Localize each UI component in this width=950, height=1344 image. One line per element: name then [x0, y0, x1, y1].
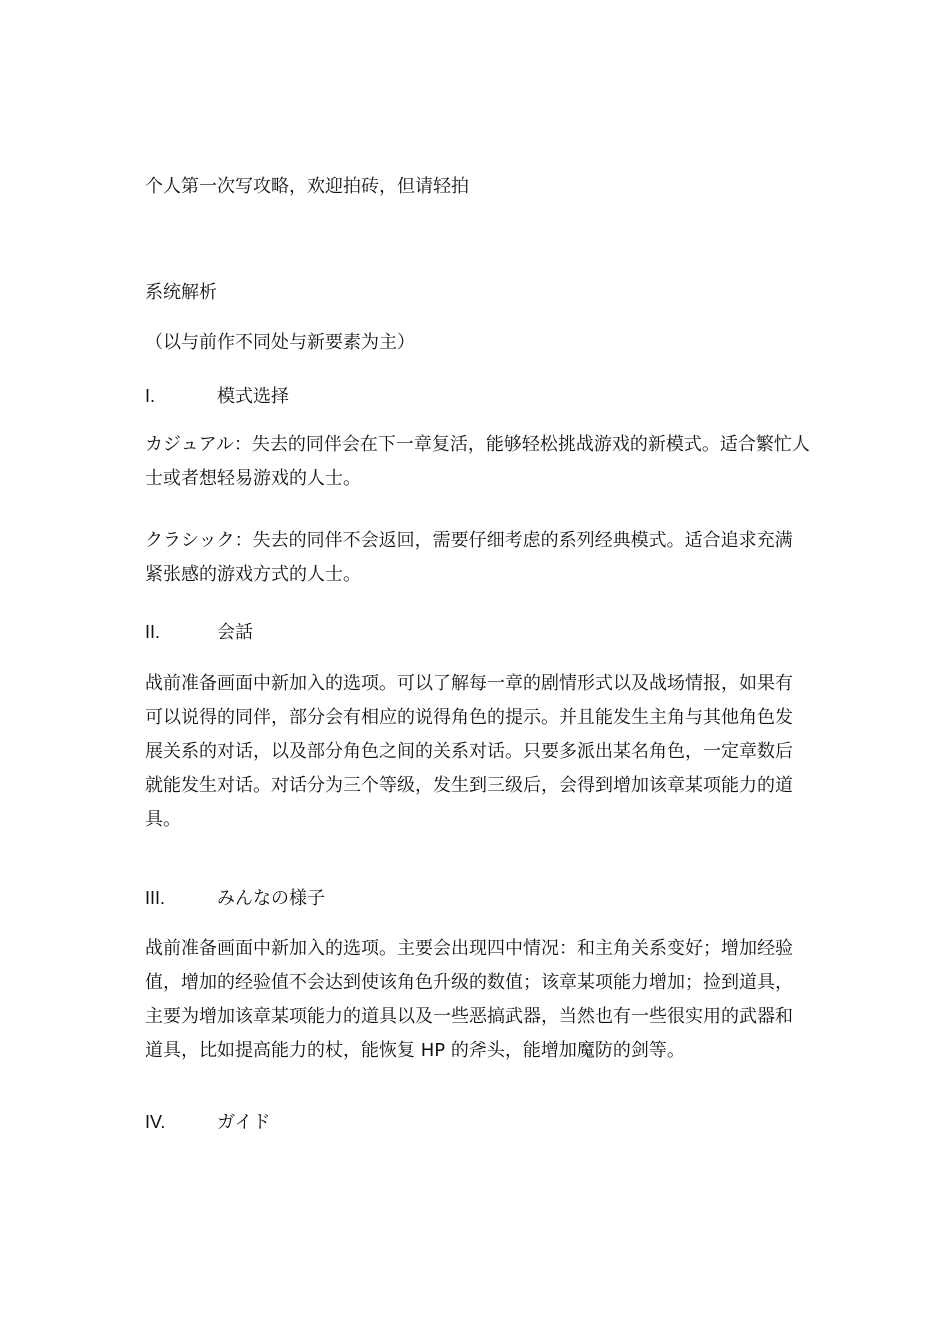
- mode-casual-text: カジュアル：失去的同伴会在下一章复活，能够轻松挑战游戏的新模式。适合繁忙人士或者想轻易游戏的人士。: [145, 434, 810, 489]
- intro-text: 个人第一次写攻略，欢迎拍砖，但请轻拍: [145, 176, 469, 197]
- heading-title: 会話: [217, 622, 253, 643]
- heading-number: II.: [145, 622, 161, 642]
- heading-title: 模式选择: [217, 386, 289, 407]
- heading-number: III.: [145, 888, 166, 908]
- heading-title: みんなの様子: [217, 888, 325, 909]
- heading-title: ガイド: [217, 1112, 271, 1133]
- conversation-text: 战前准备画面中新加入的选项。可以了解每一章的剧情形式以及战场情报，如果有可以说得的同伴，部分会有相应的说得角色的提示。并且能发生主角与其他角色发展关系的对话，以及部分角色之间的关系对话。只要多派出某名角色，一定章数后就能发生对话。对话分为三个等级，发生到三级后，会得到增加该章某项能力的道具。: [145, 673, 793, 830]
- heading-number: IV.: [145, 1112, 166, 1132]
- mode-classic-text: クラシック：失去的同伴不会返回，需要仔细考虑的系列经典模式。适合追求充满紧张感的游戏方式的人士。: [145, 530, 793, 585]
- section-title: 系统解析: [145, 282, 217, 303]
- heading-guide: [145, 1109, 270, 1135]
- heading-number: I.: [145, 386, 156, 406]
- heading-everyone: [145, 885, 325, 911]
- heading-mode-select: [145, 383, 289, 409]
- heading-conversation: [145, 619, 253, 645]
- everyone-text: 战前准备画面中新加入的选项。主要会出现四中情况：和主角关系变好；增加经验值，增加的经验值不会达到使该角色升级的数值；该章某项能力增加；捡到道具，主要为增加该章某项能力的道具以及一些恶搞武器，当然也有一些很实用的武器和道具，比如提高能力的杖，能恢复 HP 的斧头，能增加魔防的剑等。: [145, 938, 793, 1061]
- section-note: （以与前作不同处与新要素为主）: [145, 332, 415, 353]
